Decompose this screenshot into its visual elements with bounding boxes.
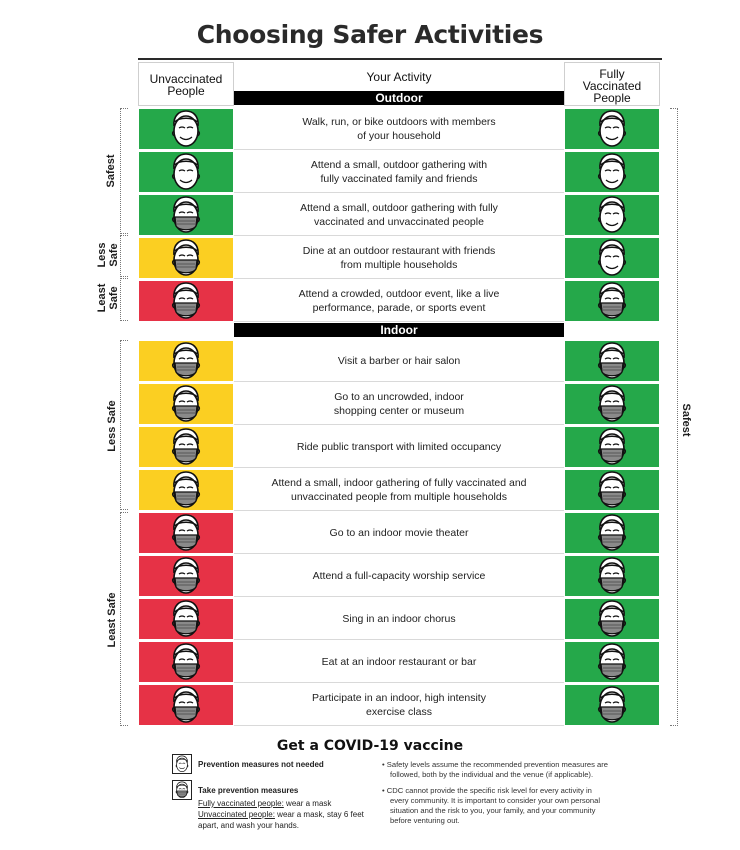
side-label-less-safe-indoor: Less Safe xyxy=(106,400,118,452)
unvaccinated-risk-cell xyxy=(138,598,234,640)
unvax-text: wear a mask, stay 6 feet xyxy=(274,810,364,819)
vaccinated-risk-cell xyxy=(564,512,660,554)
activity-text-lines xyxy=(302,115,495,143)
activity-text-lines xyxy=(342,612,455,626)
activity-text-lines xyxy=(338,354,460,368)
activity-text xyxy=(234,684,564,726)
activity-text xyxy=(234,469,564,511)
bullet-2-line-2: every community. It is important to consider your own personal xyxy=(390,796,601,805)
masked-face-icon xyxy=(595,341,629,381)
bullet-1-line-1: • Safety levels assume the recommended prevention measures are xyxy=(382,760,608,769)
masked-face-icon xyxy=(595,599,629,639)
vaccinated-risk-cell xyxy=(564,383,660,425)
unvaccinated-header: Unvaccinated People xyxy=(149,72,223,98)
activity-text xyxy=(234,555,564,597)
indoor-band: Indoor xyxy=(234,323,564,337)
activity-row xyxy=(138,194,660,236)
activity-text xyxy=(234,237,564,279)
activity-text xyxy=(234,512,564,554)
activity-text-lines xyxy=(297,440,501,454)
bullet-1 xyxy=(382,760,608,780)
activity-text xyxy=(234,598,564,640)
activity-row xyxy=(138,383,660,425)
activity-text-lines xyxy=(330,526,469,540)
legend-face-no-mask-icon xyxy=(172,754,192,774)
face-icon xyxy=(595,109,629,149)
less-safe-indoor-bracket xyxy=(120,340,128,510)
masked-face-icon xyxy=(595,281,629,321)
unvaccinated-risk-cell xyxy=(138,641,234,683)
legend-face-mask-icon xyxy=(172,780,192,800)
masked-face-icon xyxy=(169,685,203,725)
activity-row xyxy=(138,555,660,597)
title-rule xyxy=(138,58,662,60)
masked-face-icon xyxy=(169,513,203,553)
activity-text-lines xyxy=(322,655,477,669)
safest-bracket xyxy=(120,108,128,234)
activity-line-2: of your household xyxy=(357,129,441,142)
activity-text xyxy=(234,194,564,236)
activity-row xyxy=(138,512,660,554)
activity-line-1: Eat at an indoor restaurant or bar xyxy=(321,655,477,668)
activity-text-lines xyxy=(312,691,486,719)
vaccinated-risk-cell xyxy=(564,280,660,322)
activity-row xyxy=(138,684,660,726)
vax-text: wear a mask xyxy=(283,799,332,808)
masked-face-icon xyxy=(169,341,203,381)
activity-line-2: vaccinated and unvaccinated people xyxy=(314,215,484,228)
side-label-safest: Safest xyxy=(105,154,117,188)
outdoor-band: Outdoor xyxy=(234,91,564,105)
masked-face-icon xyxy=(595,513,629,553)
activity-line-1: Attend a small, indoor gathering of fully vaccinated and xyxy=(271,476,527,489)
face-icon xyxy=(169,109,203,149)
activity-row xyxy=(138,340,660,382)
least-safe-indoor-bracket xyxy=(120,512,128,726)
masked-face-icon xyxy=(169,427,203,467)
unvaccinated-risk-cell xyxy=(138,555,234,597)
vaccinated-risk-cell xyxy=(564,426,660,468)
unvaccinated-risk-cell xyxy=(138,684,234,726)
vaccinated-risk-cell xyxy=(564,237,660,279)
masked-face-icon xyxy=(595,685,629,725)
side-label-safe: Safe xyxy=(108,243,120,267)
bullet-2-line-3: situation and the risk to you, your family, and your community xyxy=(390,806,596,815)
side-label-least: Least xyxy=(96,283,108,313)
vaccine-heading: Get a COVID-19 vaccine xyxy=(276,738,464,754)
activity-row xyxy=(138,108,660,150)
activity-line-1: Ride public transport with limited occupancy xyxy=(296,440,502,453)
activity-line-1: Go to an indoor movie theater xyxy=(329,526,469,539)
activity-line-2: exercise class xyxy=(366,705,432,718)
activity-row xyxy=(138,426,660,468)
activity-line-1: Walk, run, or bike outdoors with members xyxy=(302,115,496,128)
side-label-right-safest: Safest xyxy=(680,403,692,437)
activity-text-lines xyxy=(303,244,496,272)
unvaccinated-risk-cell xyxy=(138,194,234,236)
activity-text xyxy=(234,340,564,382)
side-label-less-safe-outdoor xyxy=(96,235,120,275)
masked-face-icon xyxy=(595,384,629,424)
masked-face-icon xyxy=(169,470,203,510)
vaccinated-risk-cell xyxy=(564,340,660,382)
vaccinated-risk-cell xyxy=(564,194,660,236)
legend-unvaccinated-note-2: apart, and wash your hands. xyxy=(198,821,299,830)
activity-line-2: fully vaccinated family and friends xyxy=(320,172,478,185)
activity-line-2: shopping center or museum xyxy=(333,404,465,417)
activity-line-1: Participate in an indoor, high intensity xyxy=(312,691,486,704)
unvaccinated-risk-cell xyxy=(138,237,234,279)
activity-text-lines xyxy=(299,287,500,315)
legend-no-measures: Prevention measures not needed xyxy=(198,760,324,769)
unvaccinated-risk-cell xyxy=(138,108,234,150)
unvaccinated-risk-cell xyxy=(138,151,234,193)
activity-row xyxy=(138,237,660,279)
activity-row xyxy=(138,598,660,640)
activity-line-1: Attend a crowded, outdoor event, like a live xyxy=(298,287,500,300)
side-label-least-safe-outdoor xyxy=(96,278,120,318)
masked-face-icon xyxy=(595,642,629,682)
activity-text-lines xyxy=(300,201,498,229)
side-label-safe-2: Safe xyxy=(108,286,120,310)
activity-row xyxy=(138,641,660,683)
activity-text-lines xyxy=(271,476,526,504)
activity-row xyxy=(138,280,660,322)
activity-line-1: Dine at an outdoor restaurant with friends xyxy=(302,244,496,257)
vaccinated-risk-cell xyxy=(564,684,660,726)
side-label-least-safe-indoor: Least Safe xyxy=(106,592,118,648)
unvaccinated-risk-cell xyxy=(138,512,234,554)
masked-face-icon xyxy=(169,599,203,639)
unvaccinated-risk-cell xyxy=(138,469,234,511)
masked-face-icon xyxy=(595,427,629,467)
masked-face-icon xyxy=(169,238,203,278)
activity-text-lines xyxy=(334,390,464,418)
activity-line-2: performance, parade, or sports event xyxy=(312,301,486,314)
legend-vaccinated-note xyxy=(198,799,331,809)
vaccinated-risk-cell xyxy=(564,641,660,683)
activity-line-2: from multiple households xyxy=(340,258,458,271)
activity-line-1: Go to an uncrowded, indoor xyxy=(334,390,464,403)
legend-unvaccinated-note xyxy=(198,810,364,820)
face-icon xyxy=(595,238,629,278)
activity-line-2: unvaccinated people from multiple households xyxy=(291,490,507,503)
unvaccinated-risk-cell xyxy=(138,280,234,322)
masked-face-icon xyxy=(169,384,203,424)
less-safe-outdoor-bracket xyxy=(120,235,128,277)
vaccinated-header: Fully Vaccinated People xyxy=(582,67,642,105)
masked-face-icon xyxy=(595,470,629,510)
least-safe-outdoor-bracket xyxy=(120,278,128,321)
activity-text xyxy=(234,280,564,322)
activity-text-lines xyxy=(313,569,486,583)
masked-face-icon xyxy=(169,195,203,235)
activity-text xyxy=(234,383,564,425)
side-label-less: Less xyxy=(96,242,108,268)
unvax-label: Unvaccinated people: xyxy=(198,810,275,819)
activity-line-1: Attend a small, outdoor gathering with fully xyxy=(300,201,498,214)
right-safest-bracket xyxy=(670,108,678,726)
page-title: Choosing Safer Activities xyxy=(196,20,544,49)
activity-row xyxy=(138,151,660,193)
unvaccinated-risk-cell xyxy=(138,426,234,468)
vax-label: Fully vaccinated people: xyxy=(198,799,284,808)
vaccinated-risk-cell xyxy=(564,108,660,150)
vaccinated-risk-cell xyxy=(564,469,660,511)
unvaccinated-risk-cell xyxy=(138,383,234,425)
legend-take-measures: Take prevention measures xyxy=(198,786,299,795)
bullet-2 xyxy=(382,786,600,826)
bullet-1-line-2: followed, both by the individual and the venue (if applicable). xyxy=(390,770,594,779)
activity-header: Your Activity xyxy=(366,70,432,84)
activity-line-1: Visit a barber or hair salon xyxy=(337,354,461,367)
vaccinated-risk-cell xyxy=(564,555,660,597)
activity-text xyxy=(234,151,564,193)
face-icon xyxy=(595,195,629,235)
activity-line-1: Attend a full-capacity worship service xyxy=(312,569,486,582)
activity-row xyxy=(138,469,660,511)
vaccinated-risk-cell xyxy=(564,151,660,193)
unvaccinated-risk-cell xyxy=(138,340,234,382)
bullet-2-line-4: before venturing out. xyxy=(390,816,460,825)
activity-text xyxy=(234,108,564,150)
vaccinated-risk-cell xyxy=(564,598,660,640)
face-icon xyxy=(169,152,203,192)
activity-text-lines xyxy=(311,158,487,186)
masked-face-icon xyxy=(595,556,629,596)
activity-line-1: Attend a small, outdoor gathering with xyxy=(310,158,488,171)
masked-face-icon xyxy=(169,556,203,596)
bullet-2-line-1: • CDC cannot provide the specific risk level for every activity in xyxy=(382,786,592,795)
masked-face-icon xyxy=(169,281,203,321)
face-icon xyxy=(595,152,629,192)
masked-face-icon xyxy=(169,642,203,682)
activity-text xyxy=(234,426,564,468)
activity-text xyxy=(234,641,564,683)
activity-line-1: Sing in an indoor chorus xyxy=(342,612,456,625)
